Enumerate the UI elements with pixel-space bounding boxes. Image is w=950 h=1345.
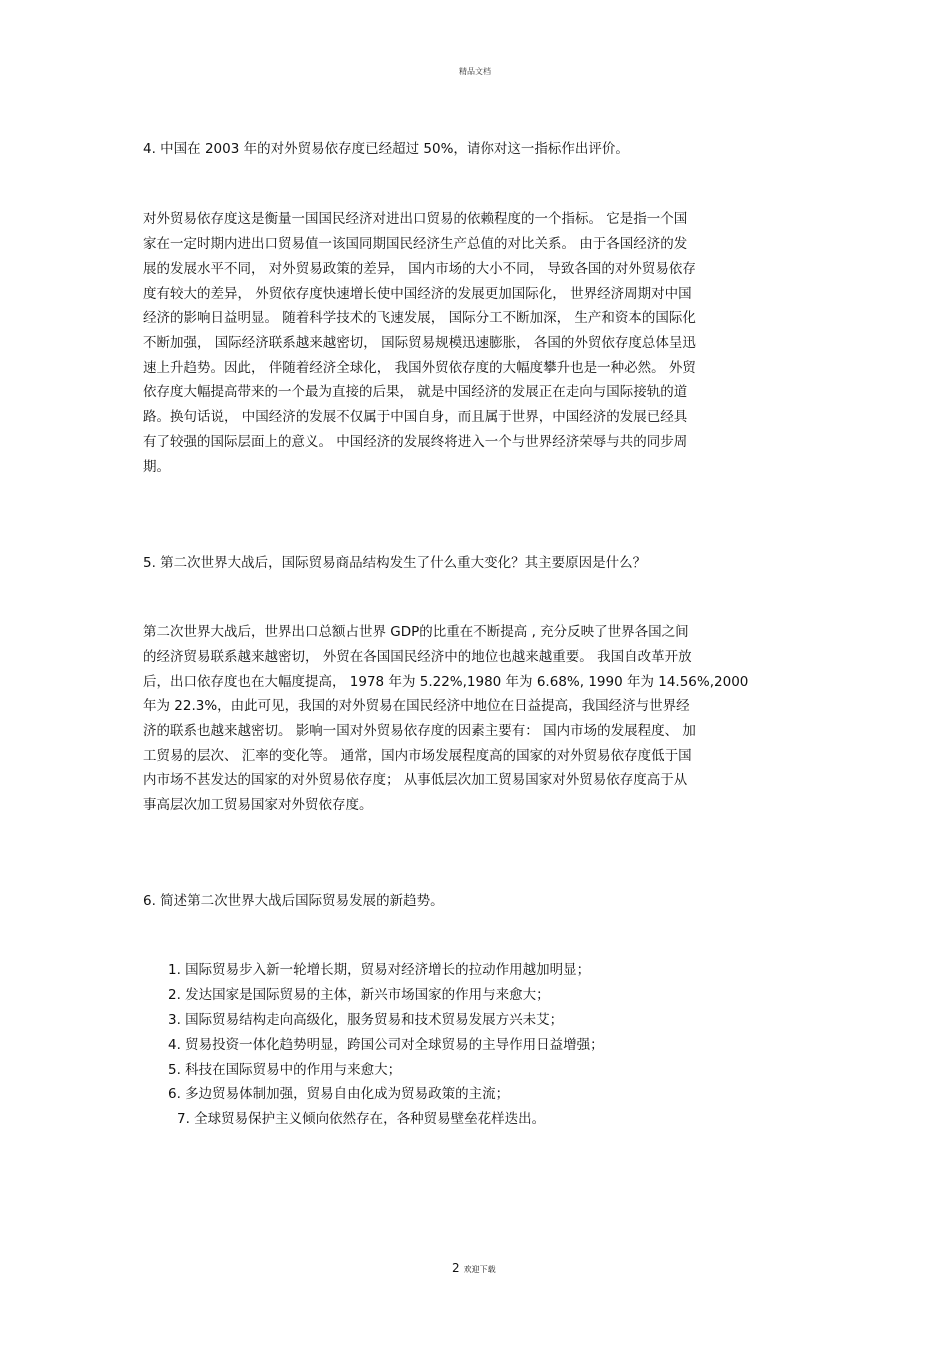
list-item: 2. 发达国家是国际贸易的主体，新兴市场国家的作用与来愈大；	[168, 987, 550, 1003]
answer-4-line: 展的发展水平不同， 对外贸易政策的差异， 国内市场的大小不同， 导致各国的对外贸易依存	[143, 261, 696, 277]
answer-4-line: 经济的影响日益明显。 随着科学技术的飞速发展， 国际分工不断加深， 生产和资本的国际化	[143, 310, 696, 326]
answer-4-line: 速上升趋势。因此， 伴随着经济全球化， 我国外贸依存度的大幅度攀升也是一种必然。 外贸	[143, 360, 696, 376]
answer-4-line: 不断加强， 国际经济联系越来越密切， 国际贸易规模迅速膨胀， 各国的外贸依存度总体呈迅	[143, 335, 696, 351]
answer-5-line: 济的联系也越来越密切。 影响一国对外贸易依存度的因素主要有： 国内市场的发展程度、 加	[143, 723, 696, 739]
list-item: 7. 全球贸易保护主义倾向依然存在，各种贸易壁垒花样迭出。	[177, 1111, 546, 1127]
answer-4-line: 期。	[143, 459, 170, 475]
question-5: 5. 第二次世界大战后，国际贸易商品结构发生了什么重大变化？其主要原因是什么？	[143, 555, 647, 571]
list-item: 6. 多边贸易体制加强，贸易自由化成为贸易政策的主流；	[168, 1086, 510, 1102]
answer-5-line: 第二次世界大战后，世界出口总额占世界 GDP的比重在不断提高 , 充分反映了世界各国之间	[143, 624, 689, 640]
question-6: 6. 简述第二次世界大战后国际贸易发展的新趋势。	[143, 893, 444, 909]
list-item: 3. 国际贸易结构走向高级化，服务贸易和技术贸易发展方兴未艾；	[168, 1012, 564, 1028]
answer-5-line: 的经济贸易联系越来越密切， 外贸在各国国民经济中的地位也越来越重要。 我国自改革开放	[143, 649, 692, 665]
answer-4-line: 对外贸易依存度这是衡量一国国民经济对进出口贸易的依赖程度的一个指标。 它是指一个国	[143, 211, 688, 227]
answer-5-line: 事高层次加工贸易国家对外贸依存度。	[143, 797, 373, 813]
page-header: 精品文档	[459, 67, 491, 76]
answer-4-line: 有了较强的国际层面上的意义。 中国经济的发展终将进入一个与世界经济荣辱与共的同步周	[143, 434, 688, 450]
list-item: 5. 科技在国际贸易中的作用与来愈大；	[168, 1062, 402, 1078]
question-4: 4. 中国在 2003 年的对外贸易依存度已经超过 50%，请你对这一指标作出评价。	[143, 141, 629, 157]
answer-4-line: 家在一定时期内进出口贸易值一该国同期国民经济生产总值的对比关系。 由于各国经济的发	[143, 236, 688, 252]
page-number: 2	[452, 1261, 460, 1275]
answer-5-line: 工贸易的层次、 汇率的变化等。 通常，国内市场发展程度高的国家的对外贸易依存度低于国	[143, 748, 692, 764]
answer-5-line: 内市场不甚发达的国家的对外贸易依存度； 从事低层次加工贸易国家对外贸易依存度高于从	[143, 772, 688, 788]
answer-5-line: 后，出口依存度也在大幅度提高， 1978 年为 5.22%,1980 年为 6.68%, 1990 年为 14.56%,2000	[143, 674, 749, 690]
footer-label: 欢迎下载	[463, 1265, 496, 1274]
answer-4-line: 路。换句话说， 中国经济的发展不仅属于中国自身，而且属于世界，中国经济的发展已经具	[143, 409, 688, 425]
answer-4-line: 度有较大的差异， 外贸依存度快速增长使中国经济的发展更加国际化， 世界经济周期对中国	[143, 286, 692, 302]
list-item: 4. 贸易投资一体化趋势明显，跨国公司对全球贸易的主导作用日益增强；	[168, 1037, 604, 1053]
page-footer	[452, 1261, 496, 1275]
answer-5-line: 年为 22.3%，由此可见，我国的对外贸易在国民经济中地位在日益提高，我国经济与世界经	[143, 698, 690, 714]
list-item: 1. 国际贸易步入新一轮增长期，贸易对经济增长的拉动作用越加明显；	[168, 962, 591, 978]
answer-4-line: 依存度大幅提高带来的一个最为直接的后果， 就是中国经济的发展正在走向与国际接轨的道	[143, 384, 688, 400]
